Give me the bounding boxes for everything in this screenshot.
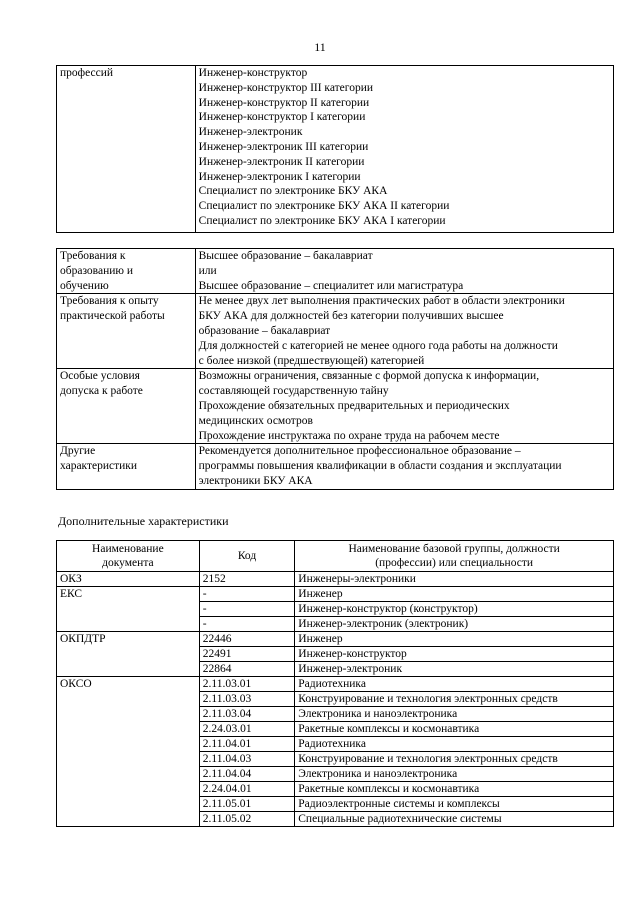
education-value	[195, 249, 613, 294]
name-cell: Ракетные комплексы и космонавтика	[295, 782, 614, 797]
value-line: Высшее образование – специалитет или магистратура	[198, 279, 464, 292]
professions-label: профессий	[57, 66, 196, 233]
code-cell: 2.11.03.04	[199, 707, 295, 722]
name-cell: Инженер	[295, 632, 614, 647]
value-line: Возможны ограничения, связанные с формой допуска к информации,	[198, 370, 540, 383]
name-cell: Инженер	[295, 587, 614, 602]
table-body	[57, 572, 614, 827]
label-line: Особые условия	[60, 370, 140, 383]
label-line: допуска к работе	[60, 385, 143, 398]
table-row	[57, 249, 614, 294]
name-cell: Радиотехника	[295, 737, 614, 752]
code-cell: 22446	[199, 632, 295, 647]
other-characteristics-value	[195, 444, 613, 489]
header-line: Наименование базовой группы, должности	[348, 543, 560, 555]
name-cell: Ракетные комплексы и космонавтика	[295, 722, 614, 737]
document-cell: ЕКС	[57, 587, 200, 632]
name-cell: Радиоэлектронные системы и комплексы	[295, 797, 614, 812]
list-item: Инженер-электроник I категории	[198, 170, 361, 183]
experience-value	[195, 294, 613, 369]
access-conditions-value	[195, 369, 613, 444]
list-item: Инженер-конструктор I категории	[198, 111, 366, 124]
value-line: составляющей государственную тайну	[198, 385, 389, 398]
list-item: Инженер-электроник II категории	[198, 155, 365, 168]
value-line: медицинских осмотров	[198, 414, 313, 427]
list-item: Инженер-конструктор II категории	[198, 96, 370, 109]
list-item: Инженер-электроник	[198, 126, 303, 139]
document-cell: ОКСО	[57, 677, 200, 827]
list-item: Специалист по электронике БКУ АКА	[198, 185, 388, 198]
code-cell: 2.24.04.01	[199, 782, 295, 797]
name-cell: Инженер-электроник	[295, 662, 614, 677]
name-cell: Электроника и наноэлектроника	[295, 767, 614, 782]
header-name	[295, 541, 614, 572]
code-cell: -	[199, 587, 295, 602]
name-cell: Инженер-конструктор	[295, 647, 614, 662]
list-item: Инженер-конструктор III категории	[198, 81, 374, 94]
table-row	[57, 572, 614, 587]
list-item: Инженер-конструктор	[198, 67, 308, 79]
code-cell: 2.11.05.02	[199, 812, 295, 827]
code-cell: -	[199, 617, 295, 632]
code-cell: 2.11.03.03	[199, 692, 295, 707]
education-label	[57, 249, 196, 294]
code-cell: 22864	[199, 662, 295, 677]
value-line: Для должностей с категорией не менее одного года работы на должности	[198, 339, 558, 352]
table-row	[57, 66, 614, 233]
document-cell: ОКЗ	[57, 572, 200, 587]
table-row	[57, 587, 614, 602]
additional-characteristics-table	[56, 540, 614, 827]
list-item: Специалист по электронике БКУ АКА II категории	[198, 200, 450, 213]
code-cell: 2.11.04.04	[199, 767, 295, 782]
table-row	[57, 369, 614, 444]
header-row	[57, 541, 614, 572]
code-cell: 2.11.04.03	[199, 752, 295, 767]
code-cell: 2.24.03.01	[199, 722, 295, 737]
label-line: Требования к	[60, 250, 126, 262]
document-cell: ОКПДТР	[57, 632, 200, 677]
other-characteristics-label	[57, 444, 196, 489]
value-line: БКУ АКА для должностей без категории получивших высшее	[198, 310, 504, 323]
section-caption: Дополнительные характеристики	[58, 514, 229, 528]
label-line: обучению	[60, 279, 109, 292]
label-line: практической работы	[60, 310, 165, 323]
table-row	[57, 294, 614, 369]
table-row	[57, 677, 614, 692]
header-code: Код	[199, 541, 295, 572]
value-line: Не менее двух лет выполнения практических работ в области электроники	[198, 295, 565, 308]
page-number: 11	[314, 40, 326, 54]
list-item: Специалист по электронике БКУ АКА I категории	[198, 214, 446, 227]
label-line: образованию и	[60, 264, 133, 277]
header-line: (профессии) или специальности	[375, 557, 534, 569]
name-cell: Конструирование и технология электронных средств	[295, 692, 614, 707]
value-line: программы повышения квалификации в области создания и эксплуатации	[198, 460, 562, 473]
value-line: Прохождение инструктажа по охране труда на рабочем месте	[198, 429, 500, 442]
name-cell: Радиотехника	[295, 677, 614, 692]
value-line: Рекомендуется дополнительное профессиональное образование –	[198, 445, 521, 458]
list-item: Инженер-электроник III категории	[198, 140, 369, 153]
name-cell: Конструирование и технология электронных средств	[295, 752, 614, 767]
value-line: электроники БКУ АКА	[198, 474, 313, 487]
name-cell: Инженеры-электроники	[295, 572, 614, 587]
access-conditions-label	[57, 369, 196, 444]
table-row	[57, 632, 614, 647]
value-line: Прохождение обязательных предварительных и периодических	[198, 399, 510, 412]
code-cell: -	[199, 602, 295, 617]
value-line: или	[198, 264, 217, 277]
label-line: характеристики	[60, 460, 138, 473]
label-line: Другие	[60, 445, 96, 458]
name-cell: Инженер-электроник (электроник)	[295, 617, 614, 632]
label-line: Требования к опыту	[60, 295, 159, 308]
experience-label	[57, 294, 196, 369]
table-row	[57, 444, 614, 489]
value-line: с более низкой (предшествующей) категорией	[198, 354, 425, 367]
name-cell: Электроника и наноэлектроника	[295, 707, 614, 722]
professions-table	[56, 65, 614, 233]
professions-list	[195, 66, 613, 233]
requirements-table	[56, 248, 614, 490]
header-document	[57, 541, 200, 572]
header-line: Наименование	[92, 543, 164, 555]
code-cell: 22491	[199, 647, 295, 662]
name-cell: Специальные радиотехнические системы	[295, 812, 614, 827]
name-cell: Инженер-конструктор (конструктор)	[295, 602, 614, 617]
value-line: образование – бакалавриат	[198, 324, 331, 337]
code-cell: 2152	[199, 572, 295, 587]
code-cell: 2.11.05.01	[199, 797, 295, 812]
code-cell: 2.11.04.01	[199, 737, 295, 752]
header-line: документа	[102, 557, 154, 569]
code-cell: 2.11.03.01	[199, 677, 295, 692]
value-line: Высшее образование – бакалавриат	[198, 250, 373, 262]
